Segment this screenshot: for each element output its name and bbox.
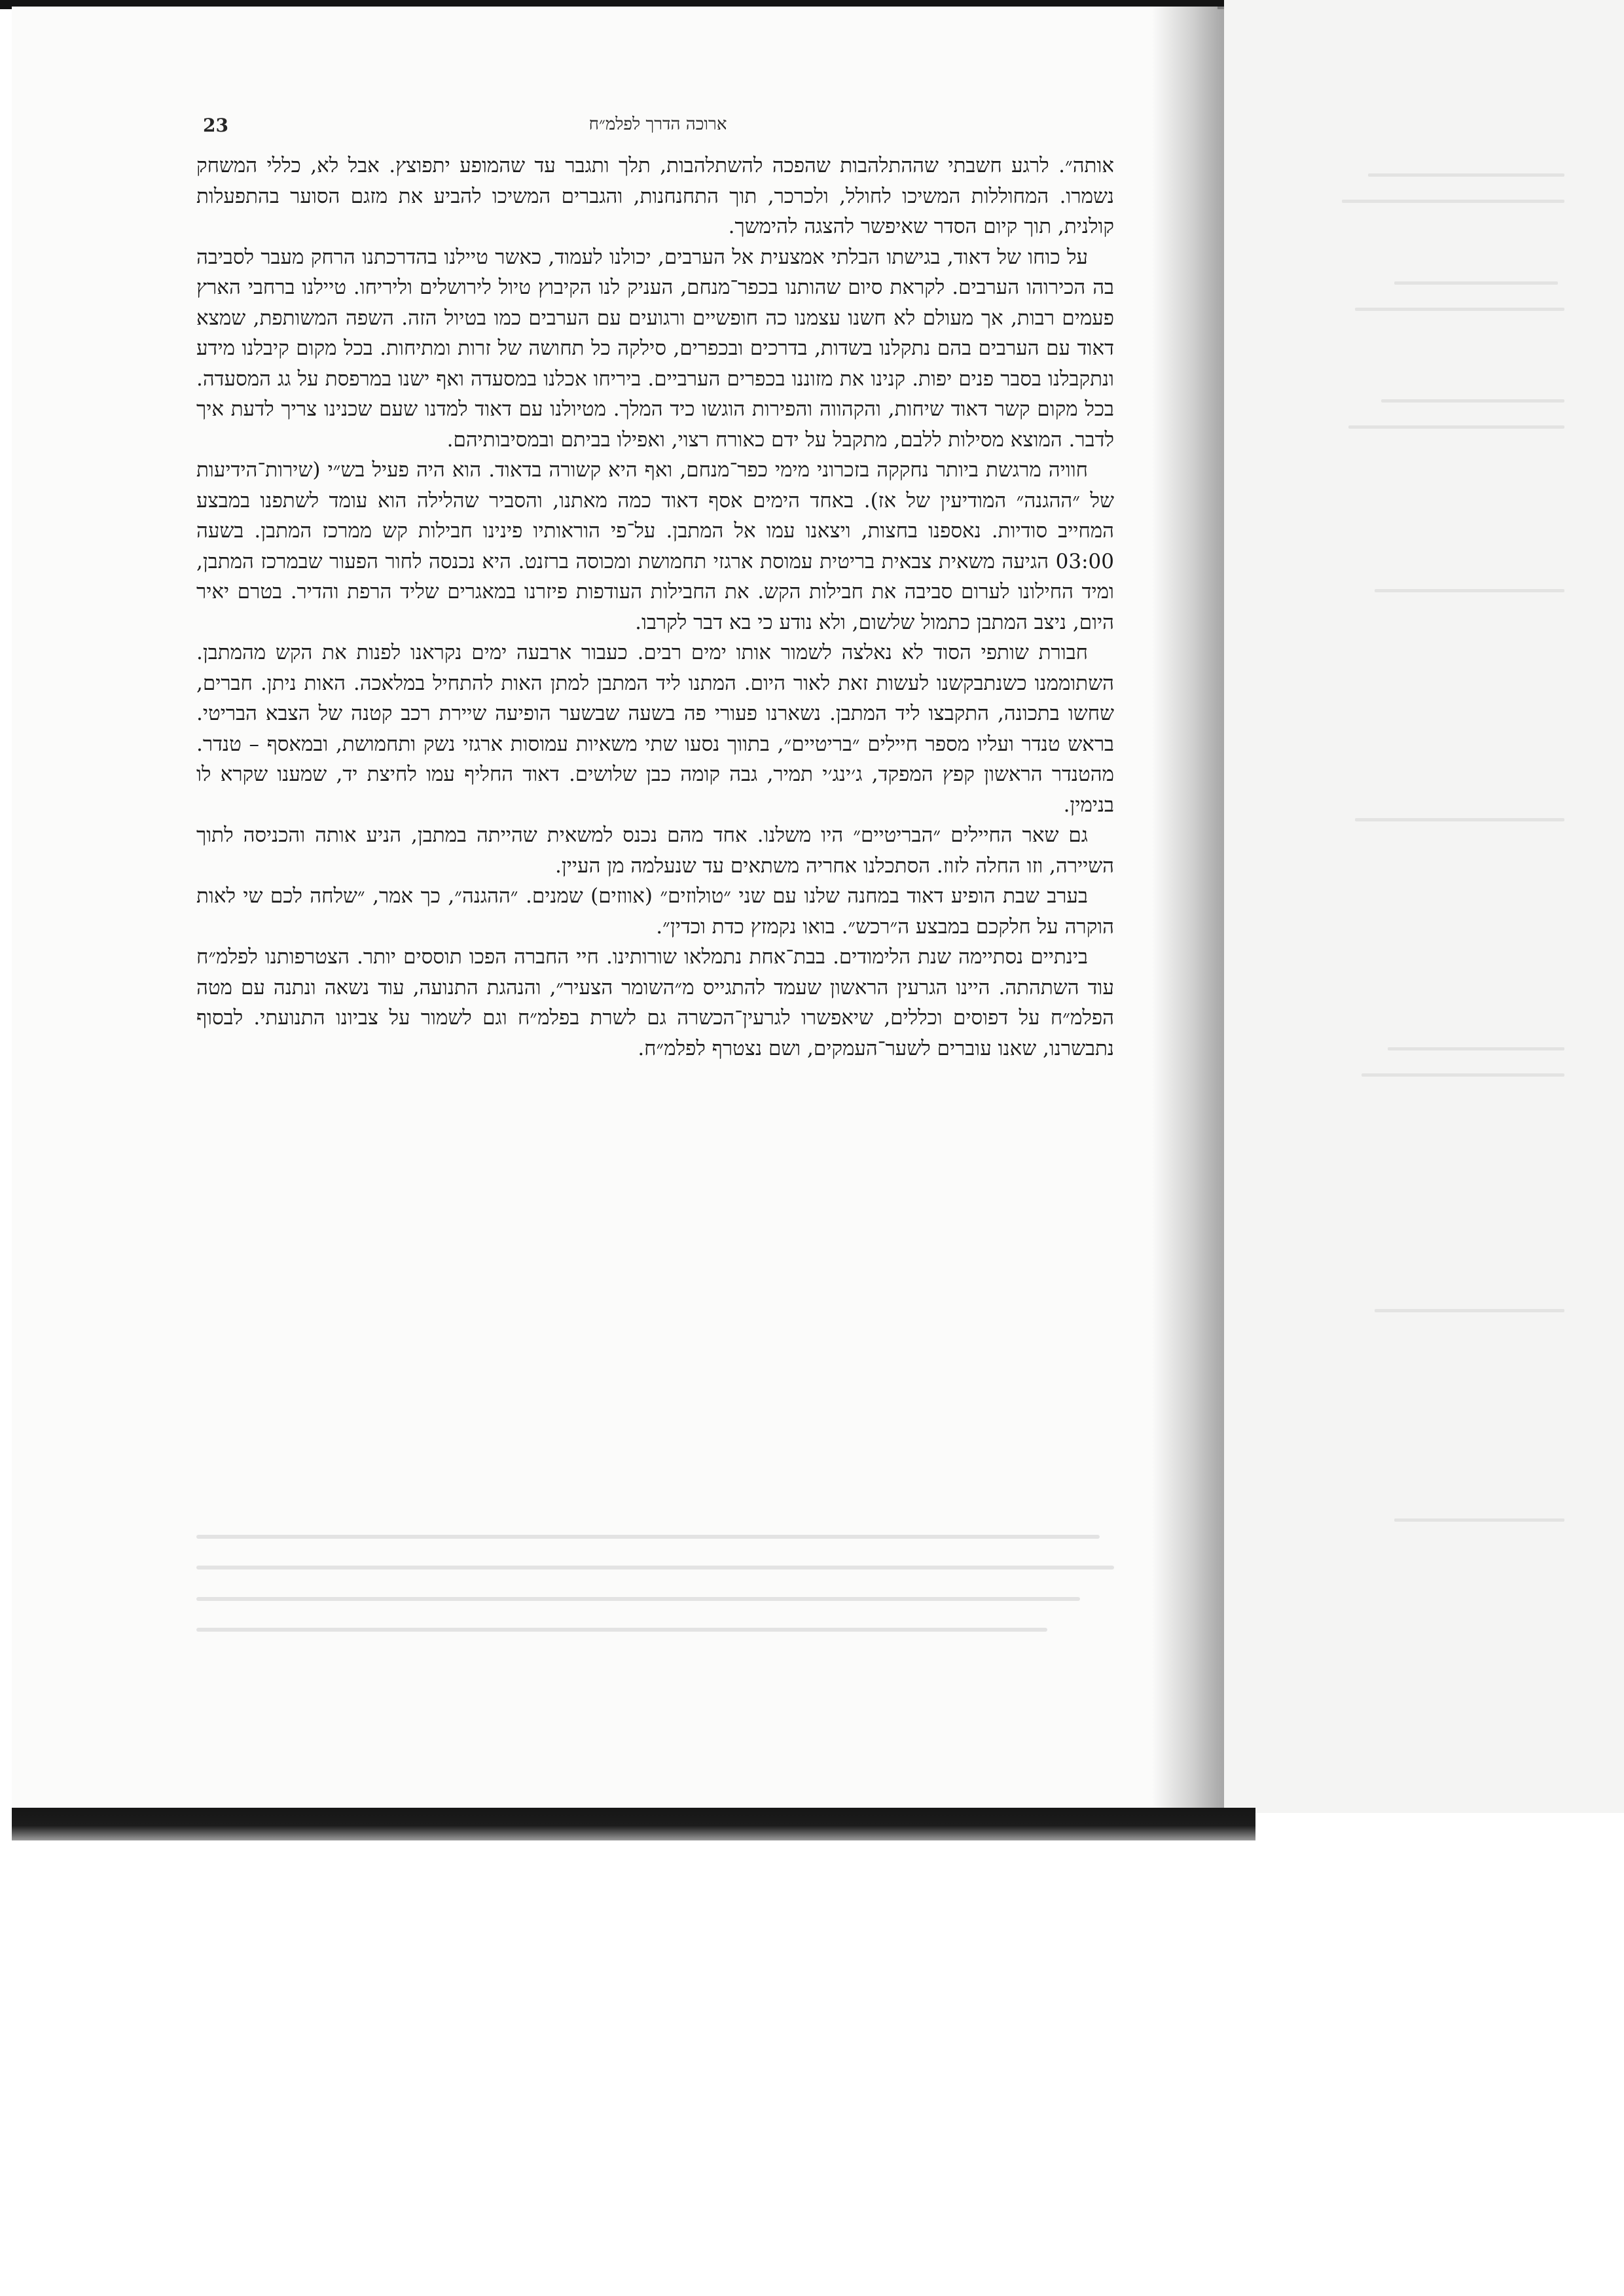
facing-page-bleed-line [1362, 1073, 1564, 1077]
paragraph: על כוחו של דאוד, בגישתו הבלתי אמצעית אל הערבים, יכולנו לעמוד, כאשר טיילנו בהדרכתנו הרחק מעבר לסביבה בה הכירוהו הערבים. לקראת סיום שהותנו בכפר־מנחם, העניק לנו הקיבוץ טיול לירושלים וליריחו. טיילנו ברחבי הארץ פעמים רבות, אך מעולם לא חשנו עצמנו כה חופשיים ורגועים עם הערבים כמו בטיול הזה. השפה המשותפת, שמצא דאוד עם הערבים בהם נתקלנו בשדות, בדרכים ובכפרים, סילקה כל תחושה של זרות ומתיחות. בכל מקום קיבלנו מידע ונתקבלנו בסבר פנים יפות. קנינו את מזוננו בכפרים הערביים. ביריחו אכלנו במסעדה ואף ישנו במרפסת על גג המסעדה. בכל מקום קשר דאוד שיחות, והקהווה והפירות הוגשו כיד המלך. מטיולנו עם דאוד למדנו שעם שכנינו צריך לדעת איך לדבר. המוצא מסילות ללבם, מתקבל על ידם כאורח רצוי, ואפילו בביתם ובמסיבותיהם. [196, 245, 1114, 452]
facing-page-bleed-line [1342, 200, 1564, 203]
show-through-line [196, 1597, 1080, 1601]
facing-page-bleed-line [1394, 1518, 1564, 1522]
paragraph: בינתיים נסתיימה שנת הלימודים. בבת־אחת נתמלאו שורותינו. חיי החברה הפכו תוססים יותר. הצטרפותנו לפלמ״ח עוד השתהתה. היינו הגרעין הראשון שעמד להתגייס מ״השומר הצעיר״, והנהגת התנועה, עוד נשאה ונתנה עם מטה הפלמ״ח על דפוסים וכללים, שיאפשרו לגרעין־הכשרה גם לשרת בפלמ״ח וגם לשמור על צביונו התנועתי. לבסוף נתבשרנו, שאנו עוברים לשער־העמקים, ושם נצטרף לפלמ״ח. [196, 945, 1114, 1060]
scan-bottom-edge [12, 1808, 1255, 1840]
show-through-line [196, 1535, 1100, 1539]
page-number: 23 [203, 115, 228, 136]
show-through-line [196, 1566, 1114, 1570]
body-text [196, 151, 1114, 1064]
facing-page-bleed-line [1368, 173, 1564, 177]
paragraph: גם שאר החיילים ״הבריטיים״ היו משלנו. אחד מהם נכנס למשאית שהייתה במתבן, הניע אותה והכניסה לתוך השיירה, וזו החלה לזוז. הסתכלנו אחריה משתאים עד שנעלמה מן העיין. [196, 823, 1114, 878]
facing-page-bleed-line [1348, 425, 1564, 429]
spine-shadow [1152, 7, 1224, 1810]
book-title: ארוכה הדרך לפלמ״ח [588, 115, 727, 134]
paragraph: אותה״. לרגע חשבתי שההתלהבות שהפכה להשתלהבות, תלך ותגבר עד שהמופע יתפוצץ. אבל לא, כללי המשחק נשמרו. המחוללות המשיכו לחולל, ולכרכר, תוך התחנחנות, והגברים המשיכו להביע את מזגם הסוער בהתפעלות קולנית, תוך קיום הסדר שאיפשר להצגה להימשך. [196, 154, 1114, 238]
paragraph: בערב שבת הופיע דאוד במחנה שלנו עם שני ״טולוזים״ (אווזים) שמנים. ״ההגנה״, כך אמר, ״שלחה לכם שי לאות הוקרה על חלקכם במבצע ה״רכש״. בואו נקמזץ כדת וכדין״. [196, 884, 1114, 939]
scan-blank-area [0, 1840, 1624, 2296]
paragraph: חבורת שותפי הסוד לא נאלצה לשמור אותו ימים רבים. כעבור ארבעה ימים נקראנו לפנות את הקש מהמתבן. השתוממנו כשנתבקשנו לעשות זאת לאור היום. המתנו ליד המתבן למתן האות להתחיל במלאכה. האות ניתן. חברים, שחשו בתכונה, התקבצו ליד המתבן. נשארנו פעורי פה בשעה שבשער הופיעה שיירת רכב קטנה של הצבא הבריטי. בראש טנדר ועליו מספר חיילים ״בריטיים״, בתווך נסעו שתי משאיות עמוסות ארגזי נשק ותחמושת, ובמאסף – טנדר. מהטנדר הראשון קפץ המפקד, ג׳ינג׳י תמיר, גבה קומה כבן שלושים. דאוד החליף עמו לחיצת יד, שמענו שקרא לו בנימין. [196, 641, 1114, 817]
facing-page-bleed-line [1375, 589, 1564, 592]
facing-page-bleed-line [1388, 1047, 1564, 1050]
show-through-line [196, 1628, 1047, 1632]
facing-page-bleed-line [1381, 399, 1564, 403]
facing-page-bleed-line [1375, 1309, 1564, 1312]
facing-page-bleed-line [1355, 818, 1564, 821]
facing-page-bleed-line [1355, 308, 1564, 311]
running-head [203, 115, 1113, 143]
facing-page [1224, 0, 1624, 1813]
paragraph: חוויה מרגשת ביותר נחקקה בזכרוני מימי כפר־מנחם, ואף היא קשורה בדאוד. הוא היה פעיל בש״י (שירות־הידיעות של ״ההגנה״ המודיעין של אז). באחד הימים אסף דאוד כמה מאתנו, והסביר שהלילה הוא עומד לשתפנו במבצע המחייב סודיות. נאספנו בחצות, ויצאנו עמו אל המתבן. על־פי הוראותיו פינינו חבילות קש ממרכז המתבן. בשעה 03:00 הגיעה משאית צבאית בריטית עמוסת ארגזי תחמושת ומכוסה ברזנט. היא נכנסה לחור הפעור שבמרכז המתבן, ומיד החילונו לערום סביבה את חבילות הקש. את החבילות העודפות פיזרנו במאגרים שליד הרפת והדיר. בטרם יאיר היום, ניצב המתבן כתמול שלשום, ולא נודע כי בא דבר לקרבו. [196, 458, 1114, 634]
facing-page-bleed-line [1394, 281, 1558, 285]
